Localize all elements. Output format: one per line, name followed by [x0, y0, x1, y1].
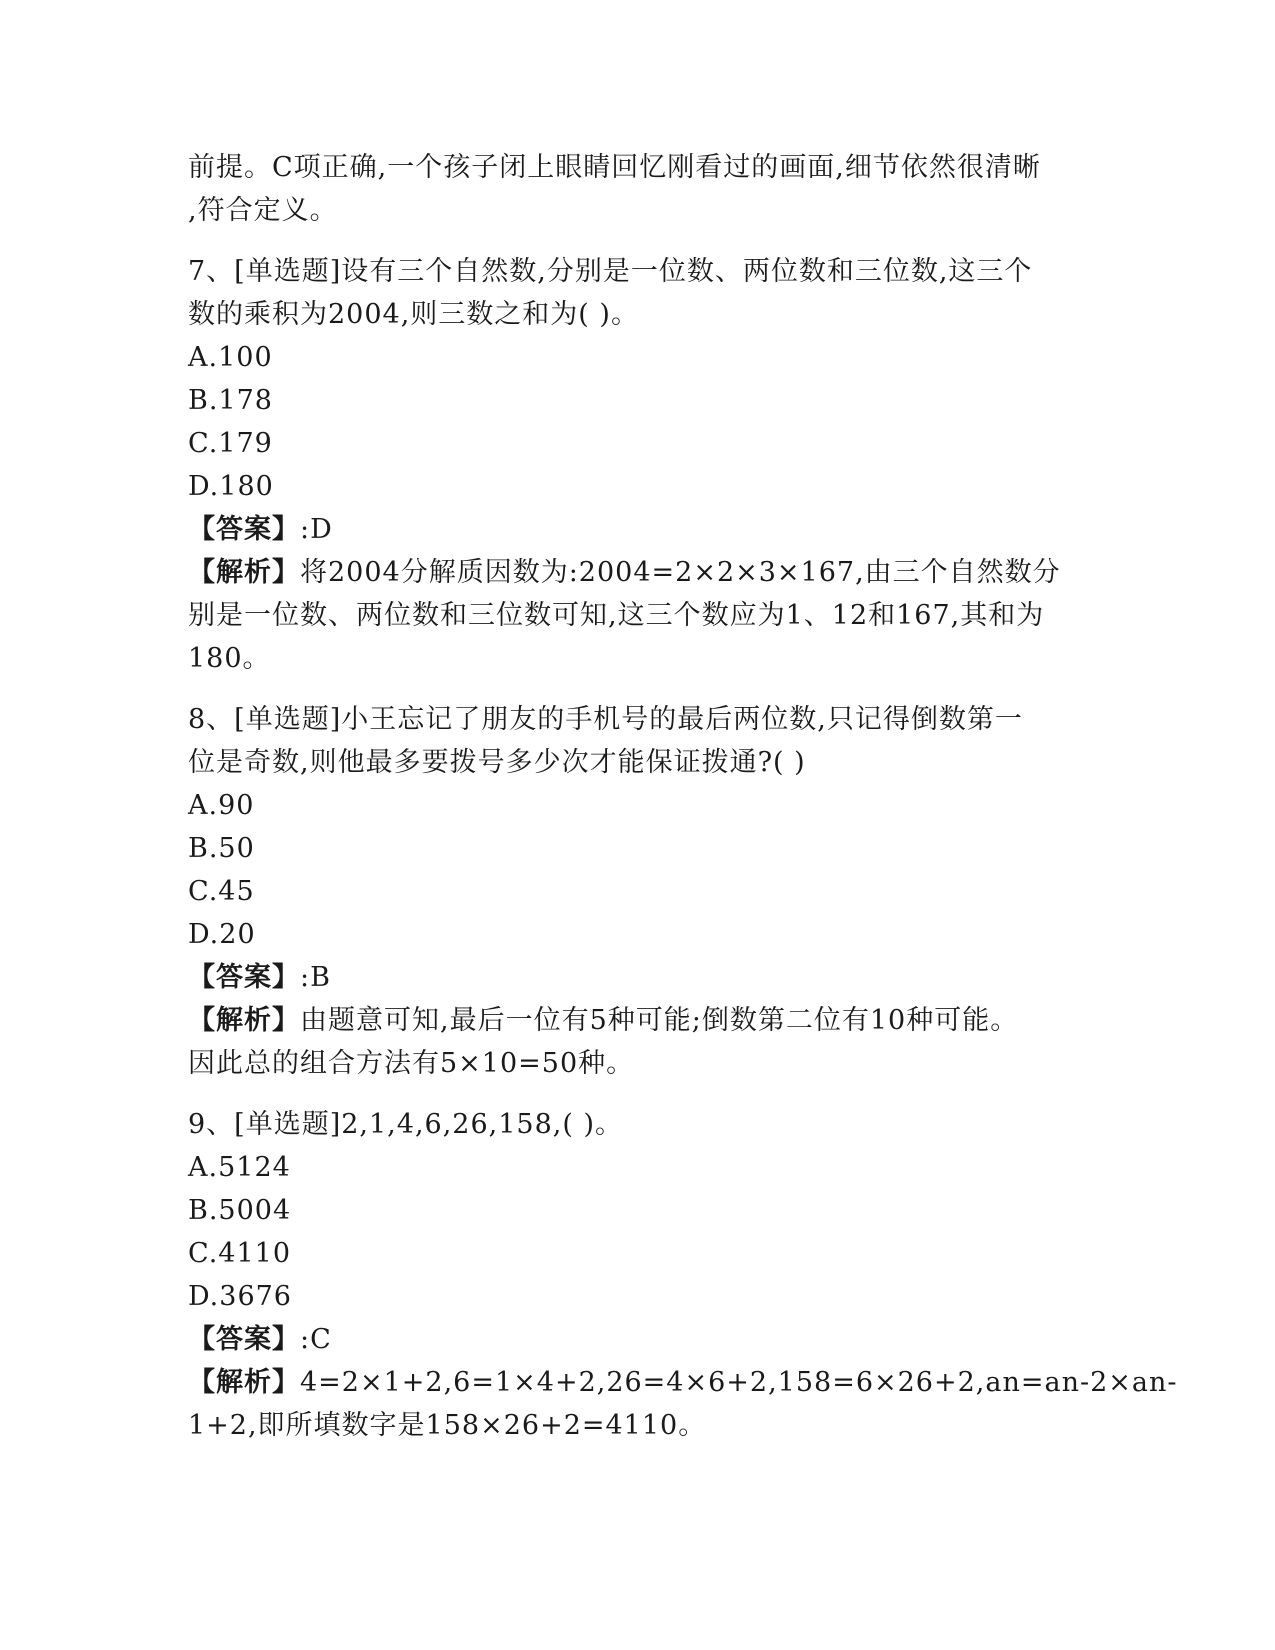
option-b: B.50 — [188, 833, 255, 864]
analysis-line — [188, 1361, 1178, 1404]
analysis-line: 别是一位数、两位数和三位数可知,这三个数应为1、12和167,其和为 — [188, 600, 1045, 631]
option-b: B.178 — [188, 385, 273, 416]
analysis-line: 180。 — [188, 643, 271, 674]
analysis-text: 4=2×1+2,6=1×4+2,26=4×6+2,158=6×26+2,an=an-2×an- — [300, 1367, 1178, 1398]
answer-value: :B — [300, 962, 331, 993]
analysis-line: 1+2,即所填数字是158×26+2=4110。 — [188, 1410, 707, 1441]
question-7 — [188, 250, 1088, 680]
question-stem: 9、[单选题]2,1,4,6,26,158,( )。 — [188, 1109, 623, 1140]
intro-paragraph — [188, 146, 1088, 232]
analysis-tag: 【解析】 — [188, 1005, 300, 1036]
question-stem: 7、[单选题]设有三个自然数,分别是一位数、两位数和三位数,这三个 — [188, 256, 1033, 287]
option-a: A.5124 — [188, 1152, 291, 1183]
answer-value: :D — [300, 514, 333, 545]
analysis-line — [188, 999, 1088, 1042]
option-b: B.5004 — [188, 1195, 292, 1226]
option-c: C.45 — [188, 876, 255, 907]
analysis-text: 将2004分解质因数为:2004=2×2×3×167,由三个自然数分 — [300, 557, 1061, 588]
option-a: A.90 — [188, 790, 255, 821]
answer-line — [188, 956, 1088, 999]
answer-line — [188, 508, 1088, 551]
option-c: C.179 — [188, 428, 273, 459]
analysis-line — [188, 551, 1088, 594]
option-d: D.3676 — [188, 1281, 292, 1312]
answer-value: :C — [300, 1324, 332, 1355]
answer-tag: 【答案】 — [188, 962, 300, 993]
analysis-text: 由题意可知,最后一位有5种可能;倒数第二位有10种可能。 — [300, 1005, 1019, 1036]
question-8 — [188, 698, 1088, 1085]
answer-tag: 【答案】 — [188, 514, 300, 545]
answer-line — [188, 1318, 1088, 1361]
analysis-line: 因此总的组合方法有5×10=50种。 — [188, 1048, 635, 1079]
answer-tag: 【答案】 — [188, 1324, 300, 1355]
option-a: A.100 — [188, 342, 273, 373]
question-9 — [188, 1103, 1178, 1447]
option-d: D.20 — [188, 919, 256, 950]
analysis-tag: 【解析】 — [188, 1367, 300, 1398]
question-stem: 8、[单选题]小王忘记了朋友的手机号的最后两位数,只记得倒数第一 — [188, 704, 1023, 735]
intro-line: ,符合定义。 — [188, 195, 338, 226]
question-stem: 数的乘积为2004,则三数之和为( )。 — [188, 299, 639, 330]
option-d: D.180 — [188, 471, 274, 502]
question-stem: 位是奇数,则他最多要拨号多少次才能保证拨通?( ) — [188, 747, 806, 778]
intro-line: 前提。C项正确,一个孩子闭上眼睛回忆刚看过的画面,细节依然很清晰 — [188, 152, 1041, 183]
option-c: C.4110 — [188, 1238, 291, 1269]
analysis-tag: 【解析】 — [188, 557, 300, 588]
document-page — [188, 146, 1178, 1447]
